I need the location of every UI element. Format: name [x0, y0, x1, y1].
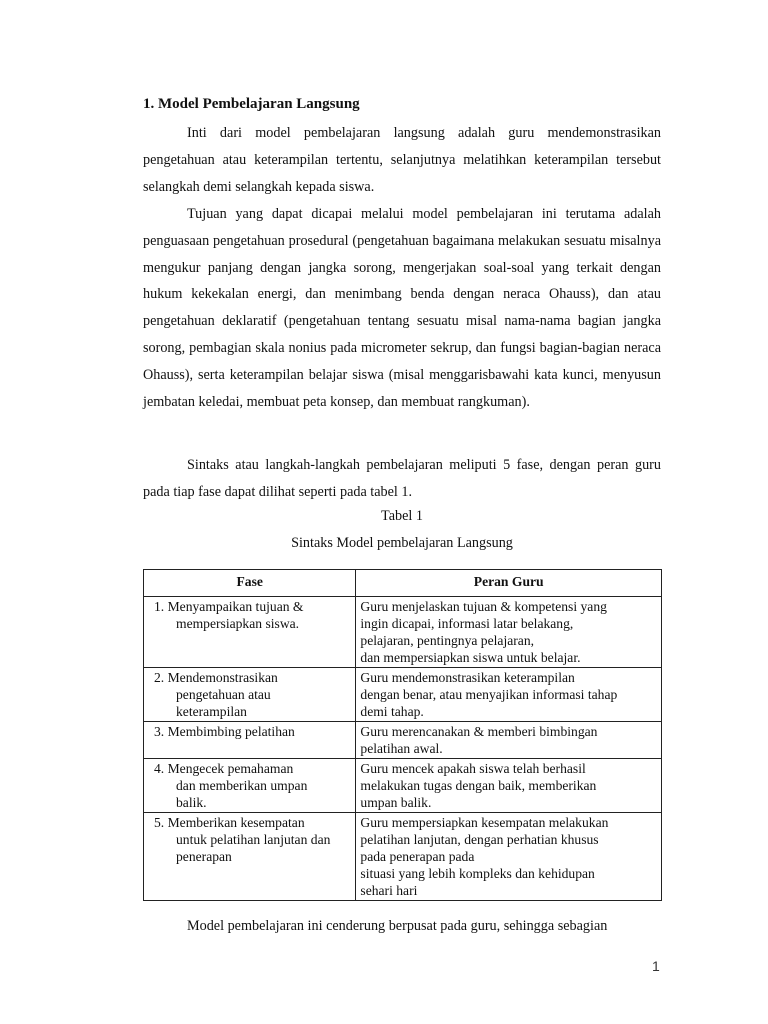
paragraph-closing: Model pembelajaran ini cenderung berpusat pada guru, sehingga sebagian: [187, 918, 608, 934]
peran-text: umpan balik.: [360, 795, 432, 810]
table-caption-title: Sintaks Model pembelajaran Langsung: [291, 535, 513, 551]
fase-text: 5. Memberikan kesempatan: [154, 815, 305, 830]
peran-cell: [356, 597, 662, 668]
table-header-row: [144, 570, 662, 597]
peran-text: ingin dicapai, informasi latar belakang,: [360, 616, 574, 631]
fase-text: keterampilan: [176, 704, 247, 719]
paragraph-goals: Tujuan yang dapat dicapai melalui model pembelajaran ini terutama adalah penguasaan pengetahuan prosedural (pengetahuan bagaimana melakukan sesuatu misalnya mengukur panjang dengan jangka sorong, mengerjakan soal-soal yang terkait dengan hukum kekekalan energi, dan menimbang benda dengan neraca Ohauss), dan atau pengetahuan deklaratif (pengetahuan tentang sesuatu misal nama-nama bagian jangka sorong, pembagian skala nonius pada micrometer sekrup, dan fungsi bagian-bagian neraca Ohauss), serta keterampilan belajar siswa (misal menggarisbawahi kata kunci, menyusun jembatan keledai, membuat peta konsep, dan membuat rangkuman).: [143, 206, 661, 410]
peran-text: dan mempersiapkan siswa untuk belajar.: [360, 650, 581, 665]
table-row: [144, 759, 662, 813]
fase-text: balik.: [176, 795, 207, 810]
fase-cell: [144, 597, 356, 668]
peran-text: Guru mendemonstrasikan keterampilan: [360, 670, 575, 685]
fase-text: 3. Membimbing pelatihan: [154, 724, 295, 739]
fase-cell: [144, 759, 356, 813]
paragraph-intro: Inti dari model pembelajaran langsung adalah guru mendemonstrasikan pengetahuan atau keterampilan tertentu, selanjutnya melatihkan keterampilan tersebut selangkah demi selangkah kepada siswa.: [143, 125, 661, 195]
peran-text: melakukan tugas dengan baik, memberikan: [360, 778, 597, 793]
peran-text: pelatihan lanjutan, dengan perhatian khusus: [360, 832, 599, 847]
peran-text: Guru mempersiapkan kesempatan melakukan: [360, 815, 609, 830]
fase-text: pengetahuan atau: [176, 687, 271, 702]
fase-text: 2. Mendemonstrasikan: [154, 670, 278, 685]
peran-cell: [356, 722, 662, 759]
fase-text: penerapan: [176, 849, 232, 864]
peran-text: pelatihan awal.: [360, 741, 443, 756]
peran-text: Guru menjelaskan tujuan & kompetensi yang: [360, 599, 607, 614]
fase-text: dan memberikan umpan: [176, 778, 308, 793]
peran-text: pelajaran, pentingnya pelajaran,: [360, 633, 535, 648]
fase-text: untuk pelatihan lanjutan dan: [176, 832, 331, 847]
peran-text: pada penerapan pada: [360, 849, 475, 864]
header-fase: Fase: [144, 570, 356, 597]
table-row: [144, 722, 662, 759]
peran-cell: [356, 759, 662, 813]
table-row: [144, 597, 662, 668]
peran-text: sehari hari: [360, 883, 418, 898]
page-number: 1: [652, 958, 660, 974]
peran-cell: [356, 668, 662, 722]
paragraph-syntax: Sintaks atau langkah-langkah pembelajaran meliputi 5 fase, dengan peran guru pada tiap fase dapat dilihat seperti pada tabel 1.: [143, 457, 661, 500]
fase-text: mempersiapkan siswa.: [176, 616, 300, 631]
fase-cell: [144, 722, 356, 759]
table-caption-label: Tabel 1: [381, 508, 423, 524]
peran-text: Guru mencek apakah siswa telah berhasil: [360, 761, 586, 776]
section-heading: 1. Model Pembelajaran Langsung: [143, 96, 360, 112]
peran-text: situasi yang lebih kompleks dan kehidupan: [360, 866, 595, 881]
peran-text: demi tahap.: [360, 704, 424, 719]
peran-text: Guru merencanakan & memberi bimbingan: [360, 724, 598, 739]
peran-text: dengan benar, atau menyajikan informasi tahap: [360, 687, 618, 702]
syntax-table: [143, 569, 662, 901]
fase-text: 4. Mengecek pemahaman: [154, 761, 294, 776]
table-row: [144, 813, 662, 901]
header-peran-guru: Peran Guru: [356, 570, 662, 597]
peran-cell: [356, 813, 662, 901]
fase-cell: [144, 668, 356, 722]
table-row: [144, 668, 662, 722]
fase-cell: [144, 813, 356, 901]
fase-text: 1. Menyampaikan tujuan &: [154, 599, 304, 614]
